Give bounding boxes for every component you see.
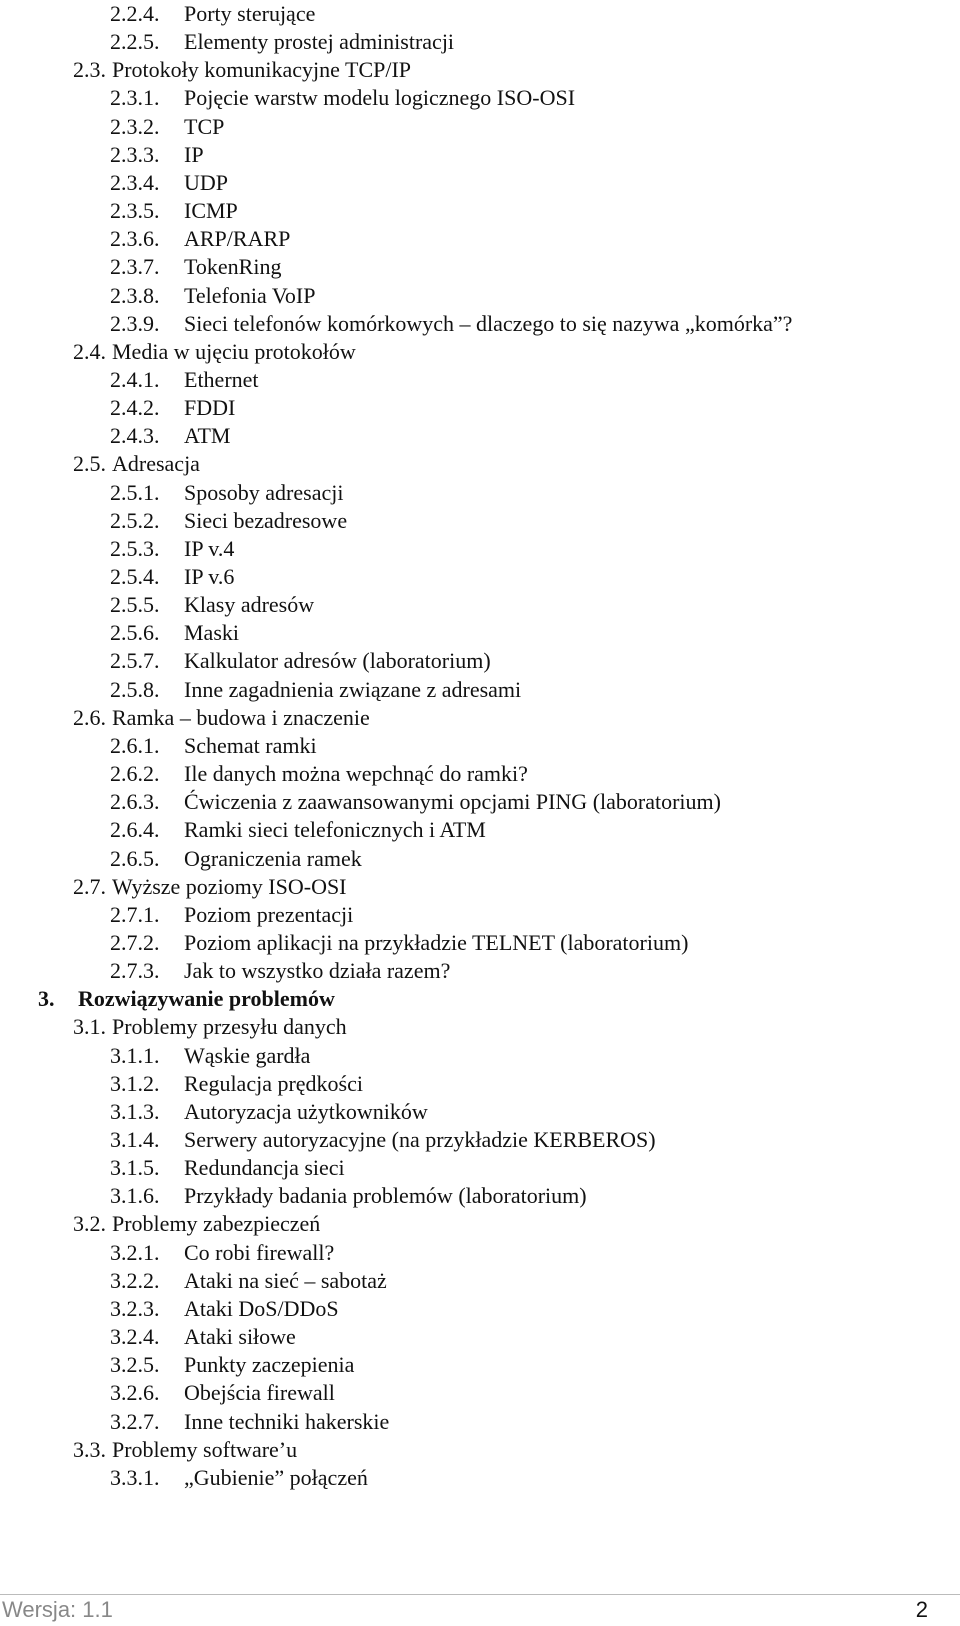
toc-entry-title: Ethernet: [184, 366, 259, 392]
toc-entry-number: 2.5.5.: [110, 592, 160, 618]
toc-entry-title: Ataki siłowe: [184, 1324, 296, 1350]
toc-entry-number: 2.5.6.: [110, 620, 160, 646]
toc-entry-number: 2.6.2.: [110, 761, 160, 787]
toc-entry-title: Problemy przesyłu danych: [112, 1014, 347, 1040]
toc-entry-title: Poziom prezentacji: [184, 901, 354, 927]
toc-entry-title: Obejścia firewall: [184, 1380, 335, 1406]
toc-entry-number: 2.3.6.: [110, 226, 160, 252]
toc-entry-number: 2.6.: [73, 704, 106, 730]
toc-entry-number: 2.5.2.: [110, 507, 160, 533]
toc-entry-title: Maski: [184, 620, 239, 646]
toc-entry-number: 2.5.: [73, 451, 106, 477]
toc-entry-number: 2.5.1.: [110, 479, 160, 505]
toc-entry-number: 2.5.3.: [110, 535, 160, 561]
toc-entry-number: 3.1.3.: [110, 1098, 160, 1124]
toc-entry-number: 3.1.2.: [110, 1070, 160, 1096]
toc-entry-title: Rozwiązywanie problemów: [78, 986, 335, 1012]
toc-entry-number: 3.2.3.: [110, 1295, 160, 1321]
toc-entry-number: 2.2.5.: [110, 29, 160, 55]
version-label: Wersja: 1.1: [2, 1597, 113, 1622]
toc-entry-title: Problemy zabezpieczeń: [112, 1211, 321, 1237]
toc-entry-number: 3.1.: [73, 1014, 106, 1040]
toc-entry-number: 2.3.5.: [110, 198, 160, 224]
toc-entry-title: Problemy software’u: [112, 1436, 298, 1462]
toc-entry-title: Porty sterujące: [184, 1, 316, 26]
page-number: 2: [915, 1597, 928, 1622]
toc-entry-title: Elementy prostej administracji: [184, 29, 455, 55]
toc-entry-title: Poziom aplikacji na przykładzie TELNET (laboratorium): [184, 929, 689, 955]
toc-entry-title: Protokoły komunikacyjne TCP/IP: [112, 57, 412, 83]
toc-entry-number: 2.3.9.: [110, 310, 160, 336]
toc-entry-number: 2.3.1.: [110, 85, 160, 111]
toc-entry-title: Telefonia VoIP: [184, 282, 316, 308]
toc-entry-title: Wyższe poziomy ISO-OSI: [112, 873, 347, 899]
toc-entry-title: IP: [184, 141, 204, 167]
toc-entry-number: 3.3.1.: [110, 1464, 160, 1490]
toc-entry-number: 2.5.4.: [110, 564, 160, 589]
toc-entry-number: 3.1.1.: [110, 1042, 160, 1068]
toc-entry-number: 3.3.: [73, 1436, 106, 1462]
toc-entry-title: Punkty zaczepienia: [184, 1352, 355, 1378]
toc-entry-title: Sieci telefonów komórkowych – dlaczego to się nazywa „komórka”?: [184, 310, 793, 336]
toc-entry-title: Jak to wszystko działa razem?: [184, 958, 451, 984]
toc-entry-title: Adresacja: [112, 451, 200, 477]
toc-entry-title: „Gubienie” połączeń: [184, 1464, 368, 1490]
toc-entry-title: Ograniczenia ramek: [184, 845, 362, 871]
toc-entry-number: 2.7.2.: [110, 929, 160, 955]
toc-entry-title: FDDI: [184, 395, 236, 421]
toc-entry-title: Kalkulator adresów (laboratorium): [184, 648, 491, 674]
toc-entry-number: 2.3.3.: [110, 141, 160, 167]
toc-entry-number: 2.5.7.: [110, 648, 160, 674]
toc-entry-title: Redundancja sieci: [184, 1155, 345, 1181]
toc-entry-number: 3.1.5.: [110, 1155, 160, 1181]
toc-entry-title: Regulacja prędkości: [184, 1070, 363, 1096]
toc-entry-title: Ataki DoS/DDoS: [184, 1295, 339, 1321]
toc-entry-number: 2.6.4.: [110, 817, 160, 843]
toc-entry-title: Klasy adresów: [184, 592, 315, 618]
toc-entry-number: 2.4.2.: [110, 395, 160, 421]
toc-entry-number: 2.3.4.: [110, 169, 160, 195]
toc-entry-number: 2.4.3.: [110, 423, 160, 449]
toc-entry-title: UDP: [184, 169, 229, 195]
toc-entry-title: Wąskie gardła: [184, 1042, 311, 1068]
toc-entry-number: 2.6.5.: [110, 845, 160, 871]
toc-entry-title: Inne techniki hakerskie: [184, 1408, 390, 1434]
toc-entry-title: Przykłady badania problemów (laboratorium): [184, 1183, 587, 1209]
toc-entry-title: Inne zagadnienia związane z adresami: [184, 676, 522, 702]
toc-entry-title: Co robi firewall?: [184, 1239, 335, 1265]
toc-entry-number: 2.3.: [73, 57, 106, 83]
toc-entry-title: Sposoby adresacji: [184, 479, 344, 505]
toc-entry-title: TokenRing: [184, 254, 282, 280]
toc-entry-number: 2.7.1.: [110, 901, 160, 927]
footer-divider: [0, 1594, 960, 1595]
toc-entry-title: Media w ujęciu protokołów: [112, 338, 356, 364]
toc-entry-number: 2.4.: [73, 338, 106, 364]
toc-entry-number: 3.2.5.: [110, 1352, 160, 1378]
toc-entry-number: 2.6.3.: [110, 789, 160, 815]
toc-entry-number: 2.3.8.: [110, 282, 160, 308]
toc-entry-title: Ramka – budowa i znaczenie: [112, 704, 370, 730]
toc-entry-number: 3.2.6.: [110, 1380, 160, 1406]
toc-entry-title: IP v.6: [184, 564, 235, 589]
toc-entry-title: Ramki sieci telefonicznych i ATM: [184, 817, 486, 843]
toc-entry-number: 2.5.8.: [110, 676, 160, 702]
toc-entry-title: Autoryzacja użytkowników: [184, 1098, 428, 1124]
toc-entry-title: Ile danych można wepchnąć do ramki?: [184, 761, 528, 787]
toc-entry-title: Schemat ramki: [184, 732, 317, 758]
page-footer: [0, 1594, 960, 1626]
toc-entry-number: 2.3.2.: [110, 113, 160, 139]
toc-entry-title: ICMP: [184, 198, 238, 224]
toc-entry-number: 3.1.4.: [110, 1127, 160, 1152]
toc-entry-number: 3.1.6.: [110, 1183, 160, 1209]
toc-entry-title: TCP: [184, 113, 225, 139]
toc-entry-number: 2.2.4.: [110, 1, 160, 26]
toc-entry-number: 2.3.7.: [110, 254, 160, 280]
toc-entry-number: 3.2.: [73, 1211, 106, 1237]
toc-entry-title: Ataki na sieć – sabotaż: [184, 1267, 387, 1293]
toc-entry-title: ATM: [184, 423, 231, 449]
toc-entry-number: 3.2.1.: [110, 1239, 160, 1265]
toc-entry-title: Pojęcie warstw modelu logicznego ISO-OSI: [184, 85, 576, 111]
toc-entry-number: 3.2.4.: [110, 1324, 160, 1350]
toc-entry-title: Serwery autoryzacyjne (na przykładzie KERBEROS): [184, 1127, 656, 1152]
toc-entry-number: 3.2.2.: [110, 1267, 160, 1293]
toc-entry-title: Ćwiczenia z zaawansowanymi opcjami PING (laboratorium): [184, 789, 721, 815]
toc-entry-title: Sieci bezadresowe: [184, 507, 348, 533]
toc-entry-number: 2.7.3.: [110, 958, 160, 984]
toc-entry-number: 3.2.7.: [110, 1408, 160, 1434]
toc-entry-title: ARP/RARP: [184, 226, 291, 252]
toc-entry-number: 2.4.1.: [110, 366, 160, 392]
toc-entry-number: 3.: [38, 986, 55, 1012]
toc-entry-title: IP v.4: [184, 535, 235, 561]
toc-entry-number: 2.7.: [73, 873, 106, 899]
toc-entry-number: 2.6.1.: [110, 732, 160, 758]
